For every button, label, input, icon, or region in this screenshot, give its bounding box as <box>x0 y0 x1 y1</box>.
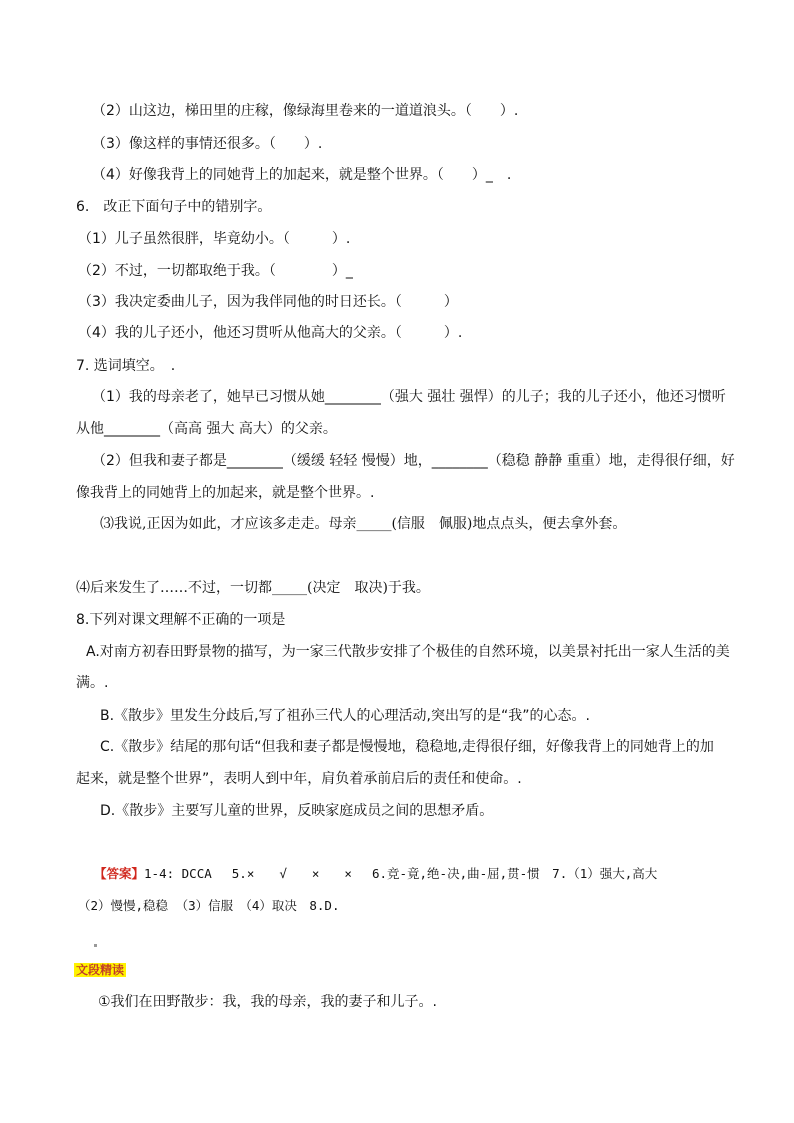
q8-option-a-line-2: 满。. <box>76 675 109 691</box>
q8-option-a-line-1: A.对南方初春田野景物的描写，为一家三代散步安排了个极佳的自然环境，以美景衬托出一家人生活的美 <box>86 644 730 660</box>
q8-title: 8.下列对课文理解不正确的一项是 <box>76 612 286 628</box>
q5-item-4: （4）好像我背上的同她背上的加起来，就是整个世界。（ ）_ . <box>92 167 512 183</box>
section-heading-label: 文段精读 <box>76 963 125 977</box>
q6-title: 6. 改正下面句子中的错别字。 <box>76 199 272 215</box>
q6-item-4: （4）我的儿子还小，他还习贯听从他高大的父亲。（ ）. <box>78 325 463 341</box>
answer-line-1 <box>94 864 657 884</box>
q6-item-1: （1）儿子虽然很胖，毕竟幼小。（ ）. <box>78 231 351 247</box>
q7-line-3: （2）但我和妻子都是________（缓缓 轻轻 慢慢）地，________（稳稳 静静 重重）地，走得很仔细，好 <box>92 453 735 469</box>
q7-line-5: ⑶我说,正因为如此，才应该多走走。母亲_____(信服 佩服)地点点头，便去拿外套。 <box>100 516 627 532</box>
q8-option-c-line-2: 起来，就是整个世界”，表明人到中年，肩负着承前启后的责任和使命。. <box>76 771 522 787</box>
q8-option-b: B.《散步》里发生分歧后,写了祖孙三代人的心理活动,突出写的是“我”的心态。. <box>100 708 590 724</box>
q7-line-6: ⑷后来发生了……不过，一切都_____(决定 取决)于我。 <box>76 580 430 596</box>
q5-item-3: （3）像这样的事情还很多。（ ）. <box>92 136 323 152</box>
answer-text-1: 1-4: DCCA 5.× √ × × 6.竞-竟,绝-决,曲-屈,贯-惯 7.（1）强大,高大 <box>144 866 658 881</box>
q7-line-1: （1）我的母亲老了，她早已习惯从她________（强大 强壮 强悍）的儿子；我的儿子还小，他还习惯听 <box>92 389 726 405</box>
answer-line-2: （2）慢慢,稳稳 （3）信服 （4）取决 8.D. <box>78 898 340 913</box>
stray-dot <box>94 944 97 947</box>
q5-item-2: （2）山这边，梯田里的庄稼，像绿海里卷来的一道道浪头。（ ）. <box>92 103 519 119</box>
q6-item-3: （3）我决定委曲儿子，因为我伴同他的时日还长。（ ） <box>78 294 458 310</box>
q8-option-d: D.《散步》主要写儿童的世界，反映家庭成员之间的思想矛盾。 <box>100 803 494 819</box>
q7-line-4: 像我背上的同她背上的加起来，就是整个世界。. <box>76 485 375 501</box>
q7-title: 7. 选词填空。 . <box>76 358 176 374</box>
q8-option-c-line-1: C.《散步》结尾的那句话“但我和妻子都是慢慢地，稳稳地,走得很仔细，好像我背上的同她背上的加 <box>100 739 714 755</box>
section-heading <box>74 960 126 980</box>
section-paragraph-1: ①我们在田野散步：我，我的母亲，我的妻子和儿子。. <box>98 994 437 1010</box>
answer-tag: 【答案】 <box>94 866 145 881</box>
q7-line-2: 从他________（高高 强大 高大）的父亲。 <box>76 421 337 437</box>
q6-item-2: （2）不过，一切都取绝于我。（ ）_ <box>78 263 353 279</box>
